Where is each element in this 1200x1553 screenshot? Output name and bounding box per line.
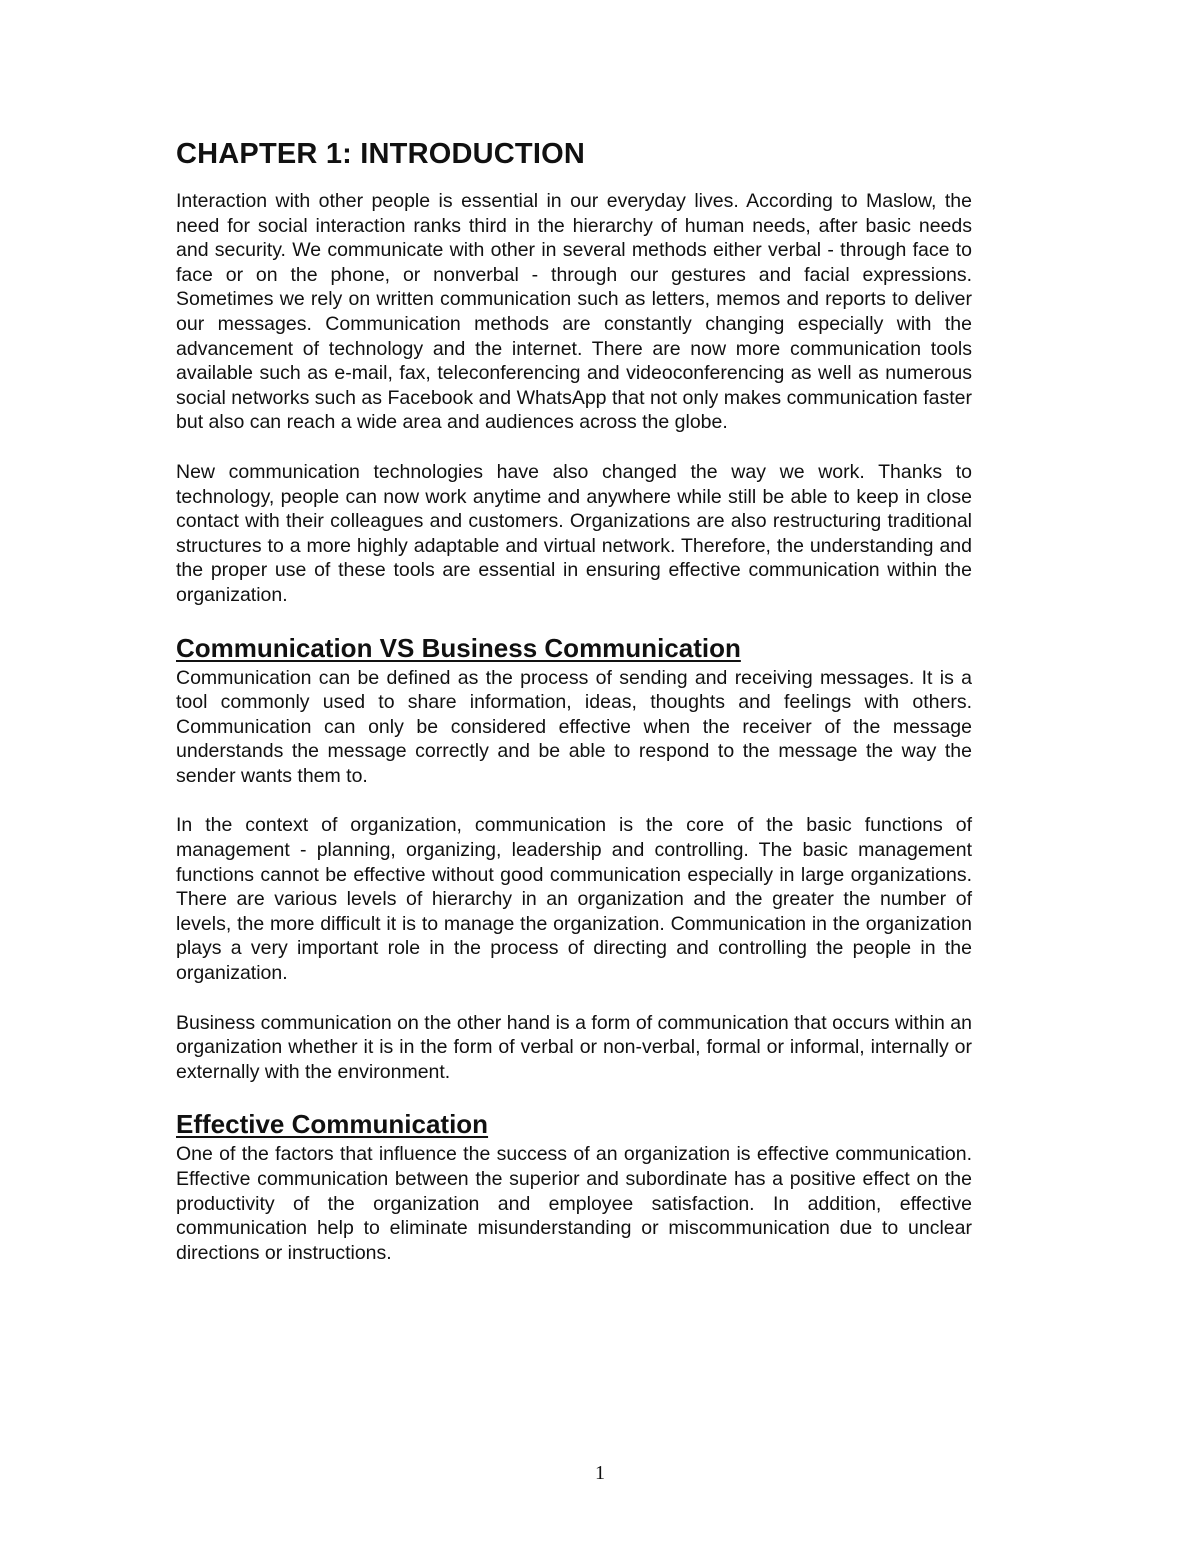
intro-paragraph: New communication technologies have also changed the way we work. Thanks to technology, people can now work anytime and anywhere while still be able to keep in close contact with their colleagues and customers. Organizations are also restructuring traditional structures to a more highly adaptable and virtual network. Therefore, the understanding and the proper use of these tools are essential in ensuring effective communication within the organization. <box>176 460 972 606</box>
page-number: 1 <box>595 1462 605 1484</box>
section-communication-vs-business <box>176 633 972 1085</box>
section-paragraph: Communication can be defined as the process of sending and receiving messages. It is a tool commonly used to share information, ideas, thoughts and feelings with others. Communication can only be considered effective when the receiver of the message understands the message correctly and be able to respond to the message the way the sender wants them to. <box>176 666 972 787</box>
section-paragraph: One of the factors that influence the success of an organization is effective communication. Effective communication between the superior and subordinate has a positive effect on the productivity of the organization and employee satisfaction. In addition, effective communication help to eliminate misunderstanding or miscommunication due to unclear directions or instructions. <box>176 1143 972 1264</box>
document-page <box>176 138 972 1290</box>
intro-paragraph: Interaction with other people is essential in our everyday lives. According to Maslow, the need for social interaction ranks third in the hierarchy of human needs, after basic needs and security. We communicate with other in several methods either verbal - through face to face or on the phone, or nonverbal - through our gestures and facial expressions. Sometimes we rely on written communication such as letters, memos and reports to deliver our messages. Communication methods are constantly changing especially with the advancement of technology and the internet. There are now more communication tools available such as e-mail, fax, teleconferencing and videoconferencing as well as numerous social networks such as Facebook and WhatsApp that not only makes communication faster but also can reach a wide area and audiences across the globe. <box>176 190 972 434</box>
chapter-title: CHAPTER 1: INTRODUCTION <box>176 138 585 170</box>
section-effective-communication <box>176 1109 972 1265</box>
section-paragraph: Business communication on the other hand is a form of communication that occurs within an organization whether it is in the form of verbal or non-verbal, formal or informal, internally or externally with the environment. <box>176 1011 972 1083</box>
section-paragraph: In the context of organization, communication is the core of the basic functions of management - planning, organizing, leadership and controlling. The basic management functions cannot be effective without good communication especially in large organizations. There are various levels of hierarchy in an organization and the greater the number of levels, the more difficult it is to manage the organization. Communication in the organization plays a very important role in the process of directing and controlling the people in the organization. <box>176 814 972 985</box>
section-heading: Communication VS Business Communication <box>176 632 741 663</box>
section-heading: Effective Communication <box>176 1109 489 1140</box>
